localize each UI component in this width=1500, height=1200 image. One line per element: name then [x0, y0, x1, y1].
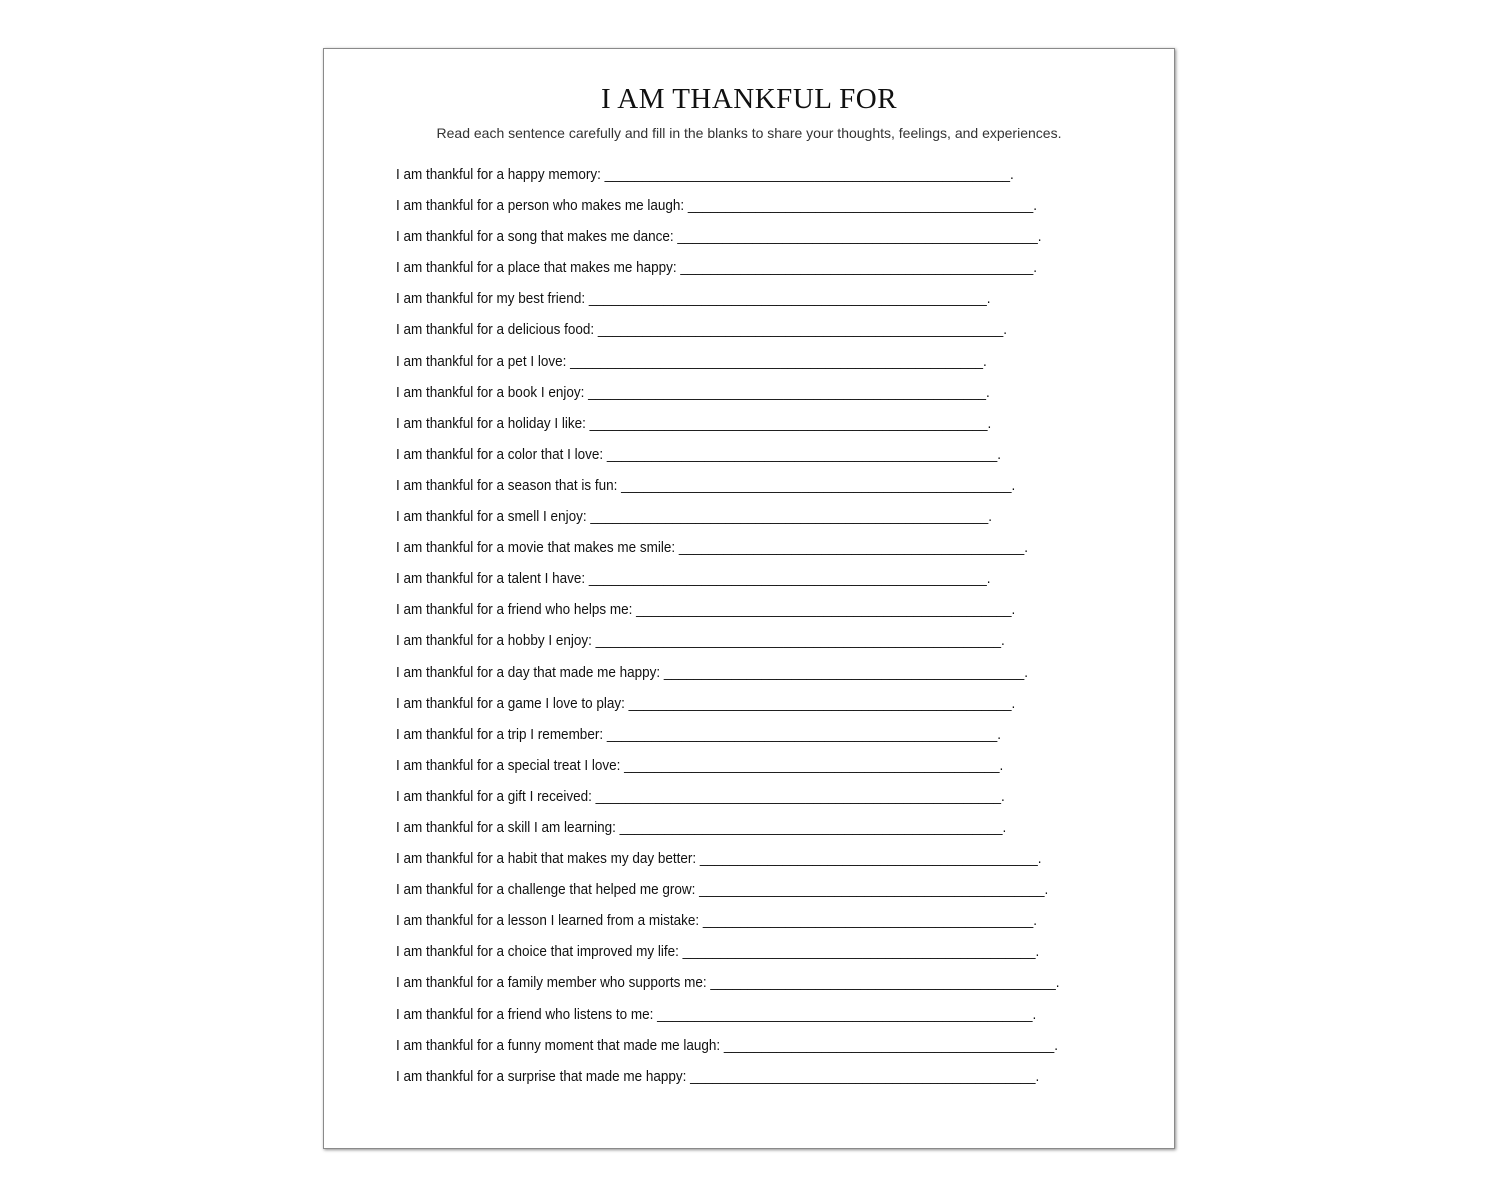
prompt-line: I am thankful for a delicious food: ______________________________________________________.	[396, 321, 1008, 339]
prompt-line: I am thankful for a lesson I learned from a mistake: ____________________________________________.	[396, 912, 1037, 930]
prompt-line: I am thankful for a trip I remember: ____________________________________________________.	[396, 725, 1001, 743]
worksheet-page	[323, 48, 1175, 1149]
prompt-line: I am thankful for a family member who supports me: ______________________________________________.	[396, 974, 1060, 992]
prompt-line: I am thankful for a friend who helps me: __________________________________________________.	[396, 601, 1016, 619]
prompt-line: I am thankful for a day that made me happy: ________________________________________________.	[396, 663, 1029, 681]
prompt-line: I am thankful for a book I enjoy: _____________________________________________________.	[396, 383, 990, 401]
prompt-line: I am thankful for a person who makes me laugh: ______________________________________________.	[396, 197, 1038, 215]
prompt-list	[396, 164, 1133, 1097]
prompt-line: I am thankful for a pet I love: _______________________________________________________.	[396, 352, 987, 370]
prompt-line: I am thankful for a happy memory: ______________________________________________________.	[396, 166, 1014, 183]
prompt-line: I am thankful for a song that makes me dance: ________________________________________________.	[396, 228, 1042, 246]
prompt-line: I am thankful for a season that is fun: ____________________________________________________.	[396, 476, 1016, 494]
prompt-line: I am thankful for a skill I am learning: ___________________________________________________.	[396, 818, 1007, 836]
prompt-line: I am thankful for a special treat I love: __________________________________________________.	[396, 756, 1004, 774]
prompt-line: I am thankful for a surprise that made me happy: ______________________________________________.	[396, 1067, 1040, 1085]
prompt-line: I am thankful for a game I love to play: ___________________________________________________.	[396, 694, 1016, 712]
prompt-line: I am thankful for a gift I received: ______________________________________________________.	[396, 787, 1005, 805]
prompt-line: I am thankful for a hobby I enjoy: ______________________________________________________.	[396, 632, 1005, 650]
prompt-line: I am thankful for a holiday I like: _____________________________________________________.	[396, 414, 992, 432]
worksheet-title: I AM THANKFUL FOR	[600, 83, 898, 115]
prompt-line: I am thankful for a habit that makes my day better: _____________________________________________.	[396, 850, 1042, 868]
prompt-line: I am thankful for a color that I love: ____________________________________________________.	[396, 445, 1002, 463]
prompt-line: I am thankful for my best friend: _____________________________________________________.	[396, 290, 991, 308]
prompt-line: I am thankful for a friend who listens to me: __________________________________________________.	[396, 1005, 1037, 1023]
prompt-line: I am thankful for a funny moment that made me laugh: ____________________________________________.	[396, 1036, 1059, 1054]
prompt-line: I am thankful for a smell I enjoy: _____________________________________________________.	[396, 508, 993, 526]
prompt-line: I am thankful for a choice that improved my life: _______________________________________________.	[396, 943, 1040, 961]
worksheet-instructions: Read each sentence carefully and fill in the blanks to share your thoughts, feelings, and experiences.	[436, 125, 1062, 141]
prompt-line: I am thankful for a talent I have: _____________________________________________________.	[396, 570, 991, 588]
prompt-line: I am thankful for a place that makes me happy: _______________________________________________.	[396, 259, 1038, 277]
prompt-line: I am thankful for a challenge that helped me grow: ______________________________________________.	[396, 881, 1049, 899]
prompt-line: I am thankful for a movie that makes me smile: ______________________________________________.	[396, 539, 1028, 557]
